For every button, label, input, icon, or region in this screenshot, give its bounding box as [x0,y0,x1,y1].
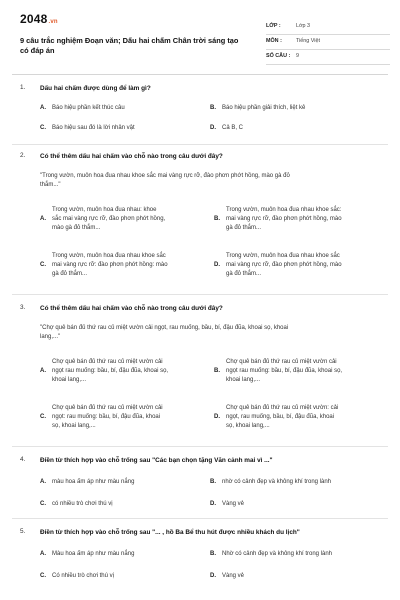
option-d[interactable] [210,572,380,582]
option-letter: D. [214,414,220,420]
option-c[interactable] [40,404,220,432]
meta-row-class [266,20,390,35]
option-letter: A. [40,105,46,111]
meta-row-count [266,50,390,65]
option-letter: A. [40,479,46,485]
option-letter: A. [40,551,46,557]
option-text: màu hoa ấm áp như màu nắng [52,479,135,485]
option-b[interactable] [210,478,380,488]
option-c[interactable] [40,500,210,510]
question-divider [12,294,388,295]
page-header [12,8,388,64]
option-letter: D. [214,262,220,268]
question-3 [20,304,380,440]
option-b[interactable] [210,104,380,114]
option-line: Trong vườn, muôn hoa đua nhau: khoe [52,207,157,213]
option-d[interactable] [214,252,380,280]
option-line: khoai lang,... [52,377,87,383]
option-a[interactable] [40,206,220,234]
question-text: Điền từ thích hợp vào chỗ trống sau "... , hồ Ba Bể thu hút được nhiều khách du lịch" [40,529,300,536]
option-text: có nhiều trò chơi thú vị [52,501,113,507]
option-letter: C. [40,573,46,579]
option-letter: A. [40,216,46,222]
option-line: gà đỏ thắm... [226,225,262,231]
option-letter: D. [210,501,216,507]
option-text: Nhờ có cảnh đẹp và không khí trong lành [222,551,333,557]
meta-key: SỐ CÂU : [266,53,291,59]
option-text [226,206,342,233]
option-line: mai vàng rực rỡ, đào phơn phớt hồng, mào [226,262,342,268]
info-box [266,20,390,65]
option-line: Chợ quê bán đủ thứ rau củ miệt vườn: cải [226,405,339,411]
header-divider [12,74,388,75]
option-text [226,252,342,279]
option-a[interactable] [40,104,210,114]
option-line: Trong vườn, muôn hoa đua nhau khoe sắc: [226,207,342,213]
option-line: ngọt, rau muống, bầu, bí, đậu đũa, khoai [226,414,335,420]
option-a[interactable] [40,550,210,560]
option-line: mai vàng rực rỡ, đào phơn phớt hồng, mào [226,216,342,222]
option-d[interactable] [210,124,380,134]
option-line: sắc mai vàng rực rỡ, đào phơn phớt hồng, [52,216,166,222]
meta-key: MÔN : [266,38,282,44]
option-letter: B. [210,105,216,111]
option-line: ngọt rau muống: bầu, bí, đậu đũa, khoai sọ, [52,368,169,374]
question-text: Có thể thêm dấu hai chấm vào chỗ nào trong câu dưới đây? [40,305,223,312]
meta-value: 9 [296,53,299,59]
option-text: Có nhiều trò chơi thú vị [52,573,114,579]
option-line: Chợ quê bán đủ thứ rau củ miệt vườn cải [52,359,163,365]
option-text: Màu hoa ấm áp như màu nắng [52,551,135,557]
option-letter: C. [40,414,46,420]
option-c[interactable] [40,572,210,582]
option-text: Báo hiệu phần giải thích, liệt kê [222,105,306,111]
meta-value: Tiếng Việt [296,38,320,44]
option-text: nhờ có cảnh đẹp và không khí trong lành [222,479,332,485]
option-text: Vàng vẻ [222,573,245,579]
option-c[interactable] [40,124,210,134]
option-b[interactable] [210,550,380,560]
option-a[interactable] [40,358,220,386]
question-5 [20,528,380,584]
option-letter: A. [40,368,46,374]
option-d[interactable] [214,404,380,432]
question-number: 5. [20,528,26,535]
option-line: ngọt rau muống: bầu, bí, đậu đũa, khoai sọ, [226,368,343,374]
site-logo[interactable] [20,12,58,26]
option-b[interactable] [214,206,380,234]
option-text [52,358,168,385]
option-letter: B. [214,216,220,222]
option-d[interactable] [210,500,380,510]
option-line: mào gà đỏ thắm... [52,225,101,231]
question-4 [20,456,380,508]
question-2 [20,152,380,288]
option-text: Vàng vẻ [222,501,245,507]
option-text: Cả B, C [222,125,244,131]
option-c[interactable] [40,252,220,280]
option-text: Báo hiệu sau đó là lời nhân vật [52,125,135,131]
option-text [52,404,163,431]
option-a[interactable] [40,478,210,488]
question-divider [12,518,388,519]
option-text [52,252,168,279]
option-b[interactable] [214,358,380,386]
question-1 [20,84,380,134]
quote-line: lang,..." [40,334,61,340]
logo-text: 2048 [20,12,48,26]
meta-key: LỚP : [266,23,281,29]
option-line: khoai lang,... [226,377,261,383]
question-number: 2. [20,152,26,159]
option-letter: B. [210,479,216,485]
option-letter: B. [214,368,220,374]
option-letter: D. [210,125,216,131]
option-text [226,358,342,385]
question-divider [12,144,388,145]
option-line: Trong vườn, muôn hoa đua nhau khoe sắc [226,253,340,259]
option-letter: B. [210,551,216,557]
option-text: Báo hiệu phần kết thúc câu [52,105,125,111]
question-number: 4. [20,456,26,463]
option-line: Trong vườn, muôn hoa đua nhau khoe sắc [52,253,166,259]
question-text: Dấu hai chấm được dùng để làm gì? [40,85,151,92]
quote-line: thắm..." [40,182,61,188]
option-letter: C. [40,262,46,268]
meta-value: Lớp 3 [296,23,311,29]
option-text [52,206,165,233]
option-text [226,404,338,431]
option-line: gà đỏ thắm... [226,271,262,277]
quote-line: "Chợ quê bán đủ thứ rau củ miệt vườn cải ngọt, rau muống, bầu, bí, đậu đũa, khoai sọ, khoai [40,325,289,331]
question-number: 3. [20,304,26,311]
page-title: 9 câu trắc nghiệm Đoạn văn; Dấu hai chấm Chân trời sáng tạo có đáp án [20,36,239,55]
logo-suffix: .vn [48,19,58,25]
meta-row-subject [266,35,390,50]
quote-line: "Trong vườn, muôn hoa đua nhau khoe sắc mai vàng rực rỡ, đào phơn phớt hồng, mào gà đỏ [40,173,290,179]
option-line: sọ, khoai lang,... [52,423,96,429]
option-letter: C. [40,125,46,131]
question-text: Có thể thêm dấu hai chấm vào chỗ nào trong câu dưới đây? [40,153,223,160]
question-text: Điền từ thích hợp vào chỗ trống sau "Các bạn chọn tặng Văn cảnh mai vì ..." [40,457,273,464]
question-number: 1. [20,84,26,91]
option-letter: C. [40,501,46,507]
option-line: Chợ quê bán đủ thứ rau củ miệt vườn cải [52,405,163,411]
question-quote [40,172,380,192]
option-line: Chợ quê bán đủ thứ rau củ miệt vườn cải [226,359,337,365]
option-letter: D. [210,573,216,579]
option-line: sọ, khoai lang,... [226,423,270,429]
question-quote [40,324,380,344]
question-divider [12,446,388,447]
option-line: gà đỏ thắm... [52,271,88,277]
option-line: ngọt: rau muống: bầu, bí, đậu đũa, khoai [52,414,161,420]
option-line: mai vàng rực rỡ: đào phơn phớt hồng: mào [52,262,168,268]
